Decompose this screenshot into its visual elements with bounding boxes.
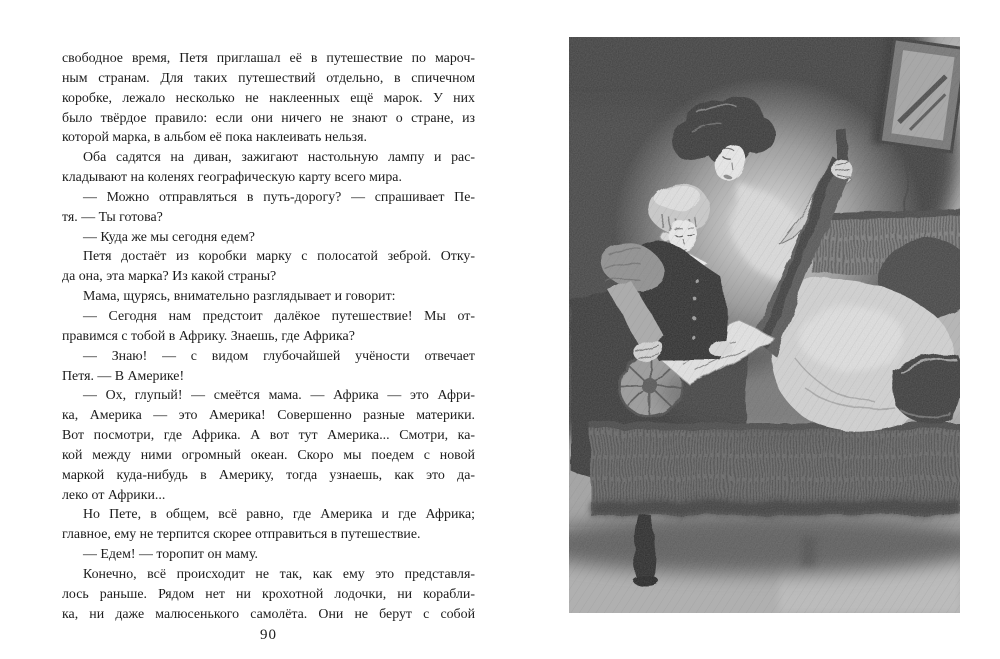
text-line: Петя достаёт из коробки марку с полосатой зеброй. Отку- xyxy=(83,249,475,265)
text-line: Но Пете, в общем, всё равно, где Америка и где Африка; xyxy=(83,507,475,523)
text-line: леко от Африки... xyxy=(62,487,166,503)
text-line: — Едем! — торопит он маму. xyxy=(83,547,258,563)
text-line: кой между ними огромный океан. Скоро мы поедем с новой xyxy=(62,447,475,463)
text-line: было твёрдое правило: если они ничего не знают о стране, из xyxy=(62,110,475,126)
text-line: Мама, щурясь, внимательно разглядывает и говорит: xyxy=(83,289,396,305)
text-line: Петя. — В Америке! xyxy=(62,368,185,384)
text-line: да она, эта марка? Из какой страны? xyxy=(62,269,277,285)
text-line: Конечно, всё происходит не так, как ему это представля- xyxy=(83,566,475,582)
text-line: ка, ни даже малюсенького самолёта. Они не берут с собой xyxy=(62,606,475,622)
text-line: — Можно отправляться в путь-дорогу? — спрашивает Пе- xyxy=(83,189,475,205)
text-line: — Знаю! — с видом глубочайшей учёности отвечает xyxy=(83,348,475,364)
grain-texture xyxy=(569,37,960,613)
text-line: коробке, лежало несколько не наклеенных ещё марок. У них xyxy=(62,90,475,106)
text-line: Вот посмотри, где Африка. А вот тут Америка... Смотри, ка- xyxy=(62,428,475,444)
text-line: главное, ему не терпится скорее отправиться в путешествие. xyxy=(62,527,421,543)
text-line: тя. — Ты готова? xyxy=(62,209,163,225)
book-illustration xyxy=(569,37,960,613)
text-line: — Ох, глупый! — смеётся мама. — Африка — это Афри- xyxy=(83,388,475,404)
illustration-svg xyxy=(569,37,960,613)
page-number: 90 xyxy=(260,627,277,643)
text-line: лось раньше. Рядом нет ни крохотной лодочки, ни корабли- xyxy=(62,586,475,602)
text-line: ка, Америка — это Америка! Совершенно разные материки. xyxy=(62,408,475,424)
text-line: — Куда же мы сегодня едем? xyxy=(83,229,255,245)
text-line: ным странам. Для таких путешествий отдельно, в спичечном xyxy=(62,70,475,86)
text-line: — Сегодня нам предстоит далёкое путешествие! Мы от- xyxy=(83,308,475,324)
text-line: которой марка, в альбом её пока наклеивать нельзя. xyxy=(62,130,367,146)
text-line: Оба садятся на диван, зажигают настольную лампу и рас- xyxy=(83,150,475,166)
text-line: маркой куда-нибудь в Америку, тогда узнаешь, как это да- xyxy=(62,467,475,483)
text-line: кладывают на коленях географическую карту всего мира. xyxy=(62,170,402,186)
left-page-text xyxy=(62,49,475,624)
text-line: свободное время, Петя приглашал её в путешествие по мароч- xyxy=(62,51,475,66)
text-line: правимся с тобой в Африку. Знаешь, где Африка? xyxy=(62,328,355,344)
